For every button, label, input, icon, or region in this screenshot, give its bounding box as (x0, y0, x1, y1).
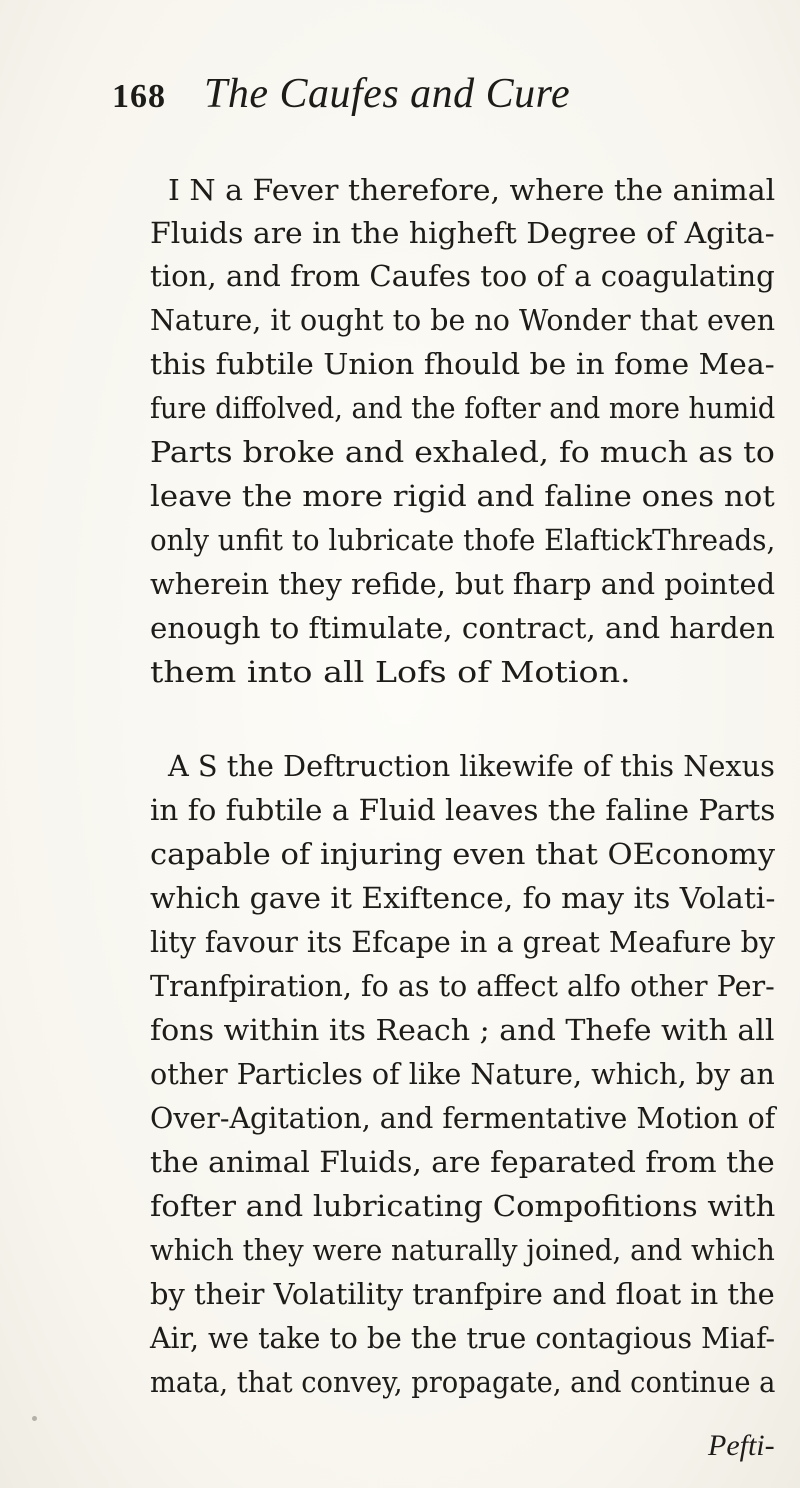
text-line: I N a Fever therefore, where the animal (168, 173, 776, 207)
text-line: leave the more rigid and faline ones not (150, 479, 775, 513)
text-line: Nature, it ought to be no Wonder that even (150, 303, 776, 337)
text-line: which they were naturally joined, and which (150, 1233, 775, 1267)
catchword: Pefti- (708, 1429, 775, 1462)
page-number: 168 (112, 78, 166, 115)
text-line: only unfit to lubricate thofe ElaftickThreads, (150, 523, 776, 557)
text-line: Air, we take to be the true contagious Miaf- (150, 1321, 776, 1355)
text-line: which gave it Exiftence, fo may its Volati- (150, 881, 776, 915)
text-line: tion, and from Caufes too of a coagulating (150, 259, 775, 293)
text-line: Fluids are in the higheft Degree of Agita- (150, 216, 775, 250)
text-line: wherein they refide, but fharp and pointed (150, 567, 776, 601)
text-line: mata, that convey, propagate, and continue a (150, 1365, 776, 1399)
text-line: lity favour its Efcape in a great Meafure by (150, 925, 776, 959)
text-line: Parts broke and exhaled, fo much as to (150, 435, 775, 469)
text-line: in fo fubtile a Fluid leaves the faline Parts (150, 793, 776, 827)
text-line: enough to ftimulate, contract, and harden (150, 611, 775, 645)
text-line: them into all Lofs of Motion. (150, 655, 631, 689)
text-line: this fubtile Union fhould be in fome Mea- (150, 347, 775, 381)
text-line: Tranfpiration, fo as to affect alfo other Per- (150, 969, 775, 1003)
text-line: A S the Deftruction likewife of this Nexus (168, 749, 775, 783)
text-line: by their Volatility tranfpire and float in the (150, 1277, 775, 1311)
text-line: Over-Agitation, and fermentative Motion of (150, 1101, 776, 1135)
paper-speck (32, 1416, 37, 1421)
text-line: capable of injuring even that OEconomy (150, 837, 775, 871)
text-line: fons within its Reach ; and Thefe with all (150, 1013, 775, 1047)
text-line: fofter and lubricating Compofitions with (150, 1189, 776, 1223)
text-line: the animal Fluids, are feparated from the (150, 1145, 775, 1179)
running-title: The Caufes and Cure (204, 71, 571, 117)
text-line: fure diffolved, and the fofter and more humid (150, 391, 776, 425)
running-head (112, 68, 712, 120)
text-line: other Particles of like Nature, which, by an (150, 1057, 775, 1091)
